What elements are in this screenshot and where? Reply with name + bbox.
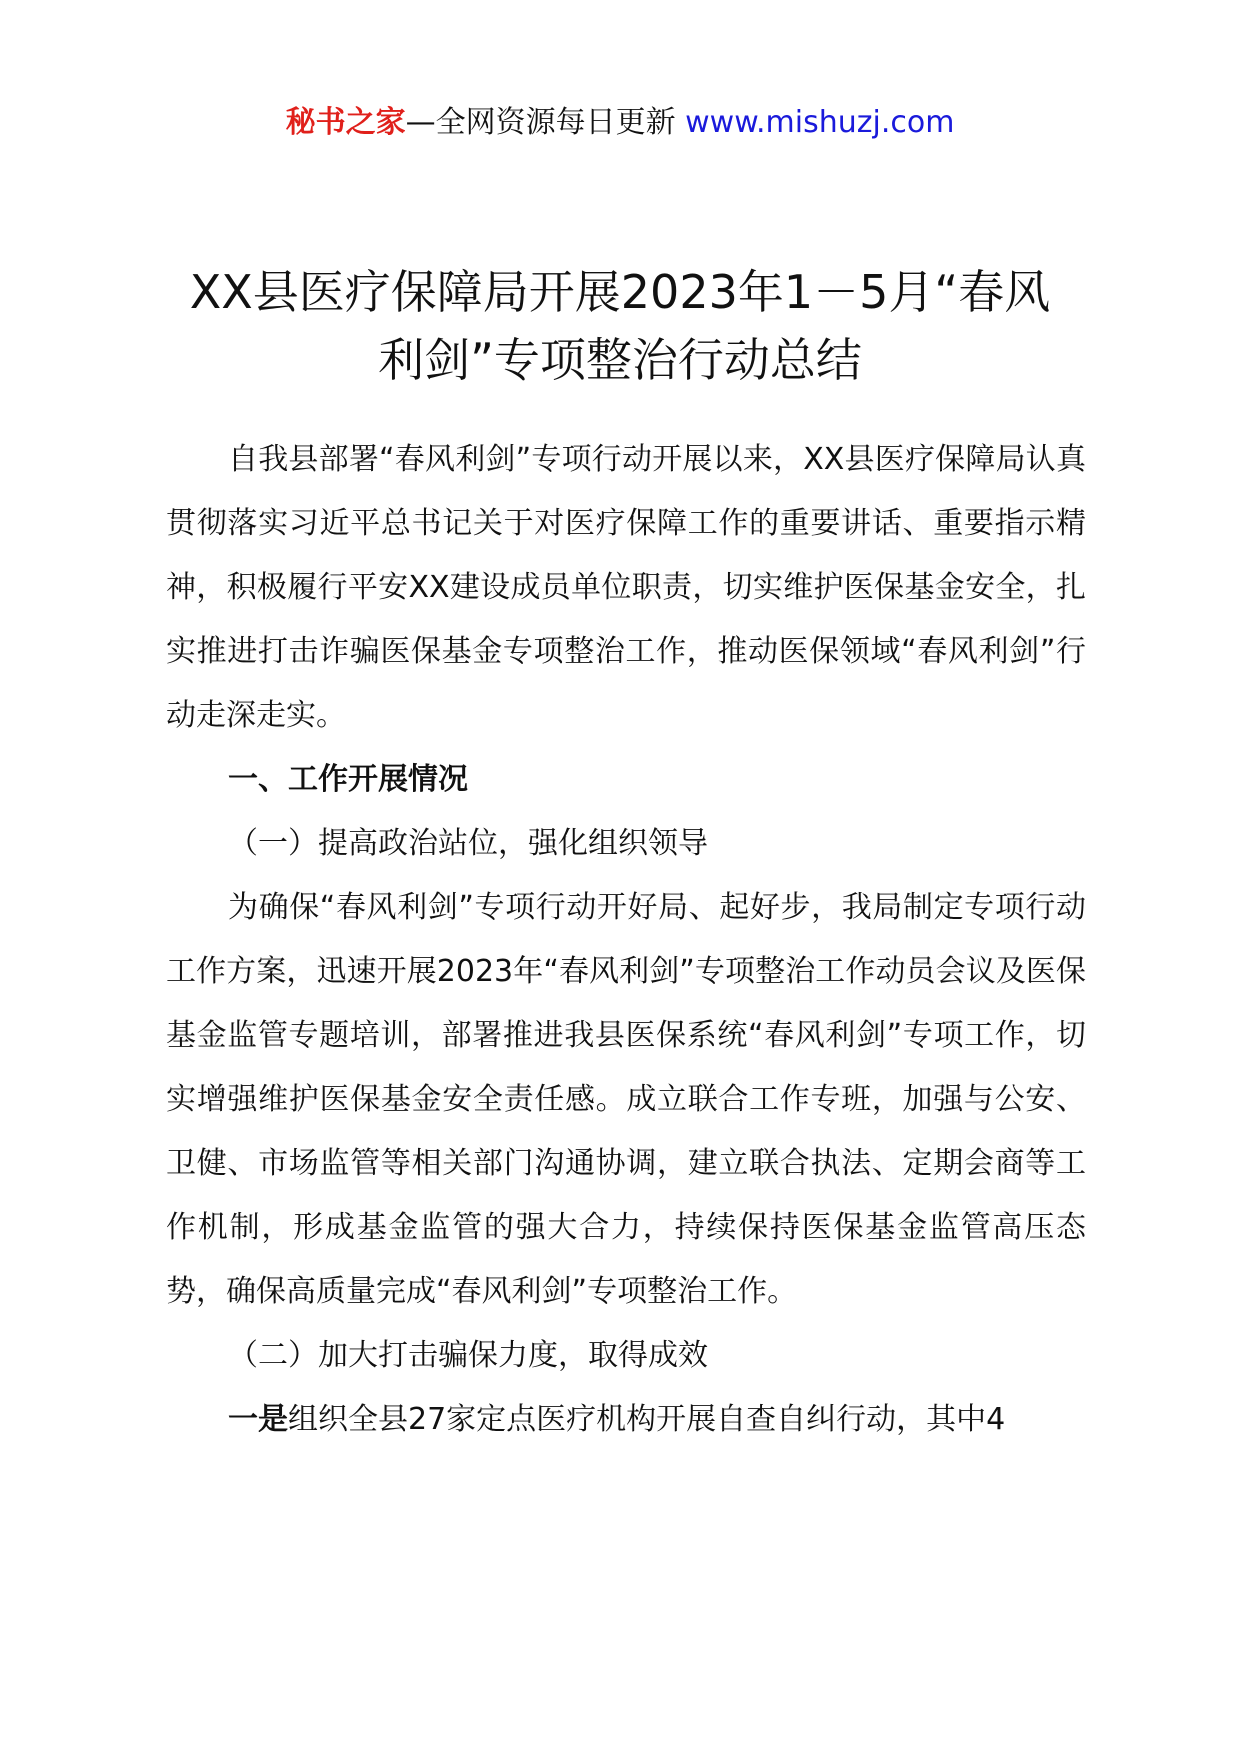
header-url-link[interactable]: www.mishuzj.com [685,105,955,140]
header-tagline: —全网资源每日更新 [405,105,686,140]
paragraph-2 [166,1388,1086,1452]
title-line-1: XX县医疗保障局开展2023年1－5月“春风 [189,265,1051,319]
paragraph-2-text: 组织全县27家定点医疗机构开展自查自纠行动，其中4 [288,1402,1006,1437]
site-header [0,100,1240,146]
intro-paragraph: 自我县部署“春风利剑”专项行动开展以来，XX县医疗保障局认真贯彻落实习近平总书记关于对医疗保障工作的重要讲话、重要指示精神，积极履行平安XX建设成员单位职责，切实维护医保基金安全，扎实推进打击诈骗医保基金专项整治工作，推动医保领域“春风利剑”行动走深走实。 [166,442,1086,733]
document-body [166,428,1086,1452]
subheading-2: （二）加大打击骗保力度，取得成效 [228,1338,708,1373]
paragraph-1: 为确保“春风利剑”专项行动开好局、起好步，我局制定专项行动工作方案，迅速开展2023年“春风利剑”专项整治工作动员会议及医保基金监管专题培训，部署推进我县医保系统“春风利剑”专项工作，切实增强维护医保基金安全责任感。成立联合工作专班，加强与公安、卫健、市场监管等相关部门沟通协调，建立联合执法、定期会商等工作机制，形成基金监管的强大合力，持续保持医保基金监管高压态势，确保高质量完成“春风利剑”专项整治工作。 [166,890,1086,1309]
paragraph-2-lead: 一是 [228,1402,288,1437]
subheading-1: （一）提高政治站位，强化组织领导 [228,826,708,861]
section-heading-1: 一、工作开展情况 [228,762,468,797]
document-title [150,258,1090,394]
title-line-2: 利剑”专项整治行动总结 [378,333,862,387]
header-brand: 秘书之家 [285,105,406,140]
